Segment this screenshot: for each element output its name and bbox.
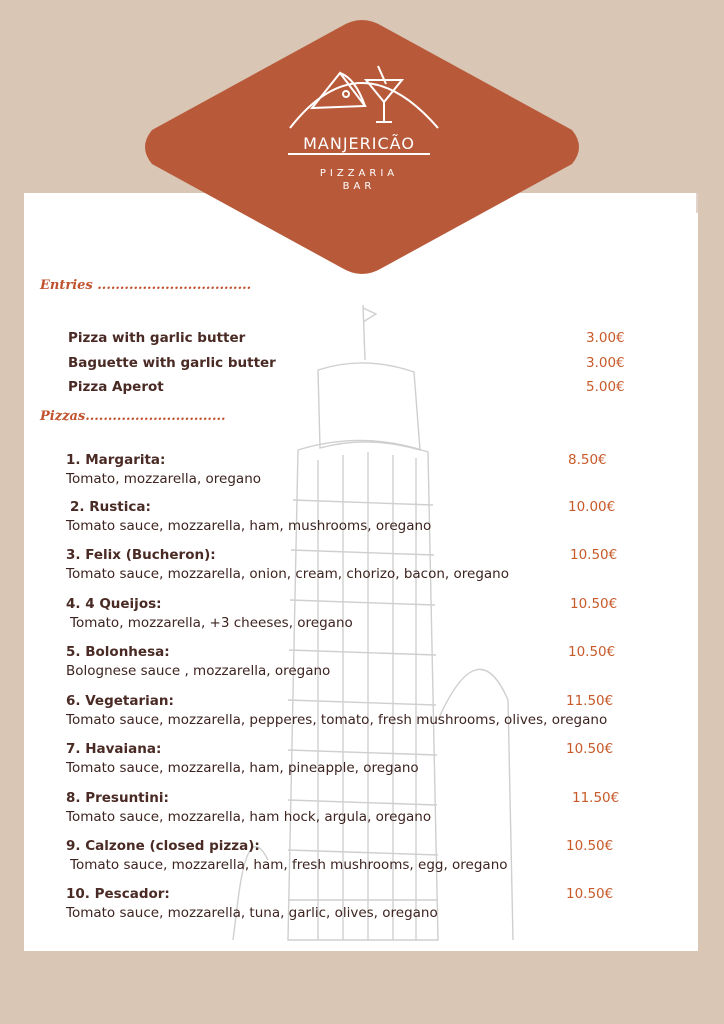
pizza-item-price: 11.50€ bbox=[566, 693, 614, 709]
pizza-item-description: Bolognese sauce , mozzarella, oregano bbox=[66, 663, 331, 679]
entry-item-price: 3.00€ bbox=[586, 330, 625, 346]
brand-subtitle-bar: BAR bbox=[342, 181, 376, 192]
pizza-item-description: Tomato sauce, mozzarella, pepperes, tomato, fresh mushrooms, olives, oregano bbox=[66, 712, 608, 728]
section-entries-heading: Entries .................................. bbox=[40, 278, 252, 293]
pizza-item-name: 9. Calzone (closed pizza): bbox=[66, 838, 260, 854]
pizza-item-name: 2. Rustica: bbox=[70, 499, 151, 515]
pizza-item-price: 10.50€ bbox=[566, 838, 614, 854]
pizza-item-description: Tomato, mozzarella, +3 cheeses, oregano bbox=[70, 615, 353, 631]
entry-item-name: Baguette with garlic butter bbox=[68, 355, 276, 371]
pizza-item-description: Tomato sauce, mozzarella, ham, pineapple, oregano bbox=[66, 760, 419, 776]
section-pizzas-heading: Pizzas............................... bbox=[40, 409, 226, 424]
brand-name: MANJERICÃO bbox=[303, 134, 415, 153]
brand-divider bbox=[288, 153, 430, 155]
pizza-item-name: 4. 4 Queijos: bbox=[66, 596, 162, 612]
entry-item-price: 5.00€ bbox=[586, 379, 625, 395]
sheet-edge bbox=[696, 193, 698, 213]
pizza-item-name: 6. Vegetarian: bbox=[66, 693, 174, 709]
entry-item-name: Pizza Aperot bbox=[68, 379, 164, 395]
pizza-item-description: Tomato sauce, mozzarella, onion, cream, chorizo, bacon, oregano bbox=[66, 566, 509, 582]
pizza-item-price: 10.50€ bbox=[566, 741, 614, 757]
pizza-item-price: 10.50€ bbox=[570, 547, 618, 563]
entry-item-price: 3.00€ bbox=[586, 355, 625, 371]
pizza-item-description: Tomato, mozzarella, oregano bbox=[66, 471, 262, 487]
entry-item-name: Pizza with garlic butter bbox=[68, 330, 246, 346]
pizza-item-name: 7. Havaiana: bbox=[66, 741, 162, 757]
brand-subtitle-pizzaria: PIZZARIA bbox=[319, 168, 399, 179]
pizza-item-price: 10.50€ bbox=[570, 596, 618, 612]
pizza-item-name: 10. Pescador: bbox=[66, 886, 170, 902]
pizza-item-price: 8.50€ bbox=[568, 452, 607, 468]
pizza-item-name: 1. Margarita: bbox=[66, 452, 166, 468]
pizza-item-name: 3. Felix (Bucheron): bbox=[66, 547, 216, 563]
pizza-item-price: 11.50€ bbox=[572, 790, 620, 806]
pizza-item-name: 8. Presuntini: bbox=[66, 790, 169, 806]
pizza-item-description: Tomato sauce, mozzarella, ham, fresh mushrooms, egg, oregano bbox=[70, 857, 508, 873]
pizza-item-name: 5. Bolonhesa: bbox=[66, 644, 170, 660]
pizza-item-price: 10.50€ bbox=[566, 886, 614, 902]
pizza-item-description: Tomato sauce, mozzarella, tuna, garlic, olives, oregano bbox=[66, 905, 438, 921]
pizza-item-description: Tomato sauce, mozzarella, ham, mushrooms, oregano bbox=[66, 518, 432, 534]
pizza-item-price: 10.50€ bbox=[568, 644, 616, 660]
pizza-item-price: 10.00€ bbox=[568, 499, 616, 515]
pizza-item-description: Tomato sauce, mozzarella, ham hock, argula, oregano bbox=[66, 809, 432, 825]
